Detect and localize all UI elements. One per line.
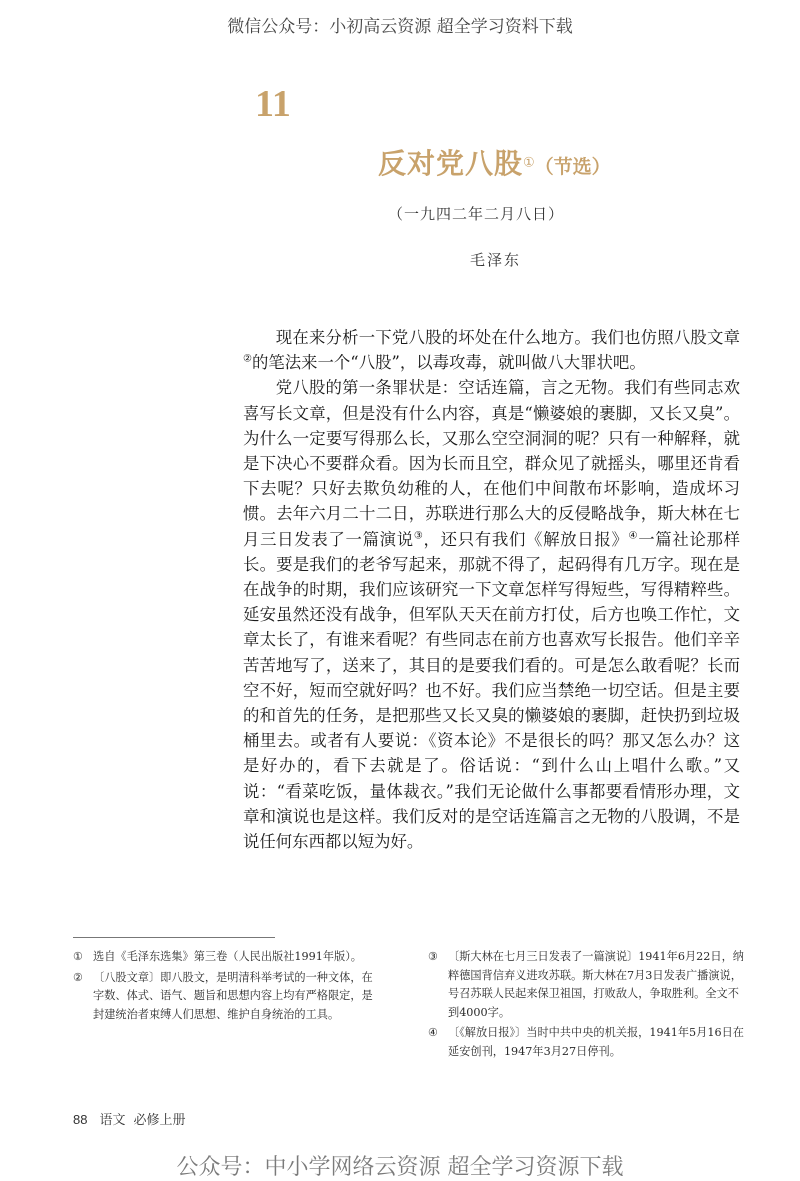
paragraph-text: ，还只有我们《解放日报》 — [423, 529, 629, 549]
page-number: 88 — [73, 1112, 88, 1127]
footnote-text: 〔《解放日报》〕当时中共中央的机关报，1941年5月16日在延安创刊，1947年3月27日停刊。 — [448, 1026, 744, 1058]
page-footer — [73, 1109, 186, 1128]
author: 毛泽东 — [470, 251, 522, 269]
footnote-divider — [73, 937, 275, 938]
paragraph-1 — [243, 325, 740, 375]
paragraph-text: 的笔法来一个“八股”，以毒攻毒，就叫做八大罪状吧。 — [251, 353, 646, 373]
footnote-text: 选自《毛泽东选集》第三卷（人民出版社1991年版）。 — [93, 950, 362, 963]
title-subtitle: （节选） — [534, 156, 611, 178]
footnote-marker: ④ — [428, 1026, 439, 1039]
footnotes-right-column — [428, 948, 746, 1063]
title-footnote-marker[interactable]: ① — [523, 155, 535, 171]
paragraph-text: 现在来分析一下党八股的坏处在什么地方。我们也仿照八股文章 — [275, 328, 740, 347]
footnote-ref-2[interactable]: ② — [243, 353, 252, 365]
bottom-watermark: 公众号：中小学网络云资源 超全学习资源下载 — [176, 1155, 624, 1180]
footnote-1 — [73, 948, 383, 967]
footnote-marker: ② — [73, 970, 84, 984]
footnote-4 — [428, 1024, 746, 1061]
top-watermark: 微信公众号：小初高云资源 超全学习资料下载 — [227, 17, 573, 37]
paragraph-text: 党八股的第一条罪状是：空话连篇，言之无物。我们有些同志欢喜写长文章，但是没有什么内容，真是“懒婆娘的裹脚，又长又臭”。为什么一定要写得那么长，又那么空空洞洞的呢？只有一种解释，就是下决心不要群众看。因为长而且空，群众见了就摇头，哪里还肯看下去呢？只好去欺负幼稚的人，在他们中间散布坏影响，造成坏习惯。去年六月二十二日，苏联进行那么大的反侵略战争，斯大林在七月三日发表了一篇演说 — [243, 378, 740, 549]
footnote-marker: ① — [73, 950, 84, 963]
paragraph-text: 一篇社论那样长。要是我们的老爷写起来，那就不得了，起码得有几万字。现在是在战争的时期，我们应该研究一下文章怎样写得短些，写得精粹些。延安虽然还没有战争，但军队天天在前方打仗，后方也唤工作忙，文章太长了，有谁来看呢？有些同志在前方也喜欢写长报告。他们辛辛苦苦地写了，送来了，其目的是要我们看的。可是怎么敢看呢？长而空不好，短而空就好吗？也不好。我们应当禁绝一切空话。但是主要的和首先的任务，是把那些又长又臭的懒婆娘的裹脚，赶快扔到垃圾桶里去。或者有人要说：《资本论》不是很长的吗？那又怎么办？这是好办的，看下去就是了。俗话说：“到什么山上唱什么歌。”又说：“看菜吃饭，量体裁衣。”我们无论做什么事都要看情形办理，文章和演说也是这样。我们反对的是空话连篇言之无物的八股调，不是说任何东西都以短为好。 — [243, 529, 741, 852]
date-line: （一九四二年二月八日） — [388, 205, 565, 223]
book-volume: 必修上册 — [133, 1113, 186, 1128]
paragraph-2 — [243, 375, 740, 854]
page-title — [378, 142, 611, 182]
footnote-ref-3[interactable]: ③ — [413, 530, 424, 542]
lesson-number: 11 — [255, 83, 291, 125]
footnote-text: 〔八股文章〕即八股文，是明清科举考试的一种文体，在字数、体式、语气、题旨和思想内容上均有严格限定，是封建统治者束缚人们思想、维护自身统治的工具。 — [93, 970, 373, 1021]
footnote-text: 〔斯大林在七月三日发表了一篇演说〕1941年6月22日，纳粹德国背信弃义进攻苏联。斯大林在7月3日发表广播演说，号召苏联人民起来保卫祖国，打败敌人，争取胜利。全文不到4000字。 — [448, 950, 744, 1019]
title-main: 反对党八股 — [378, 147, 524, 180]
footnote-3 — [428, 948, 746, 1022]
footnote-marker: ③ — [428, 950, 439, 963]
book-name: 语文 — [99, 1113, 126, 1128]
footnotes-left-column — [73, 948, 383, 1026]
article-body — [243, 325, 740, 854]
footnote-2 — [73, 969, 383, 1025]
footnote-ref-4[interactable]: ④ — [628, 530, 639, 542]
